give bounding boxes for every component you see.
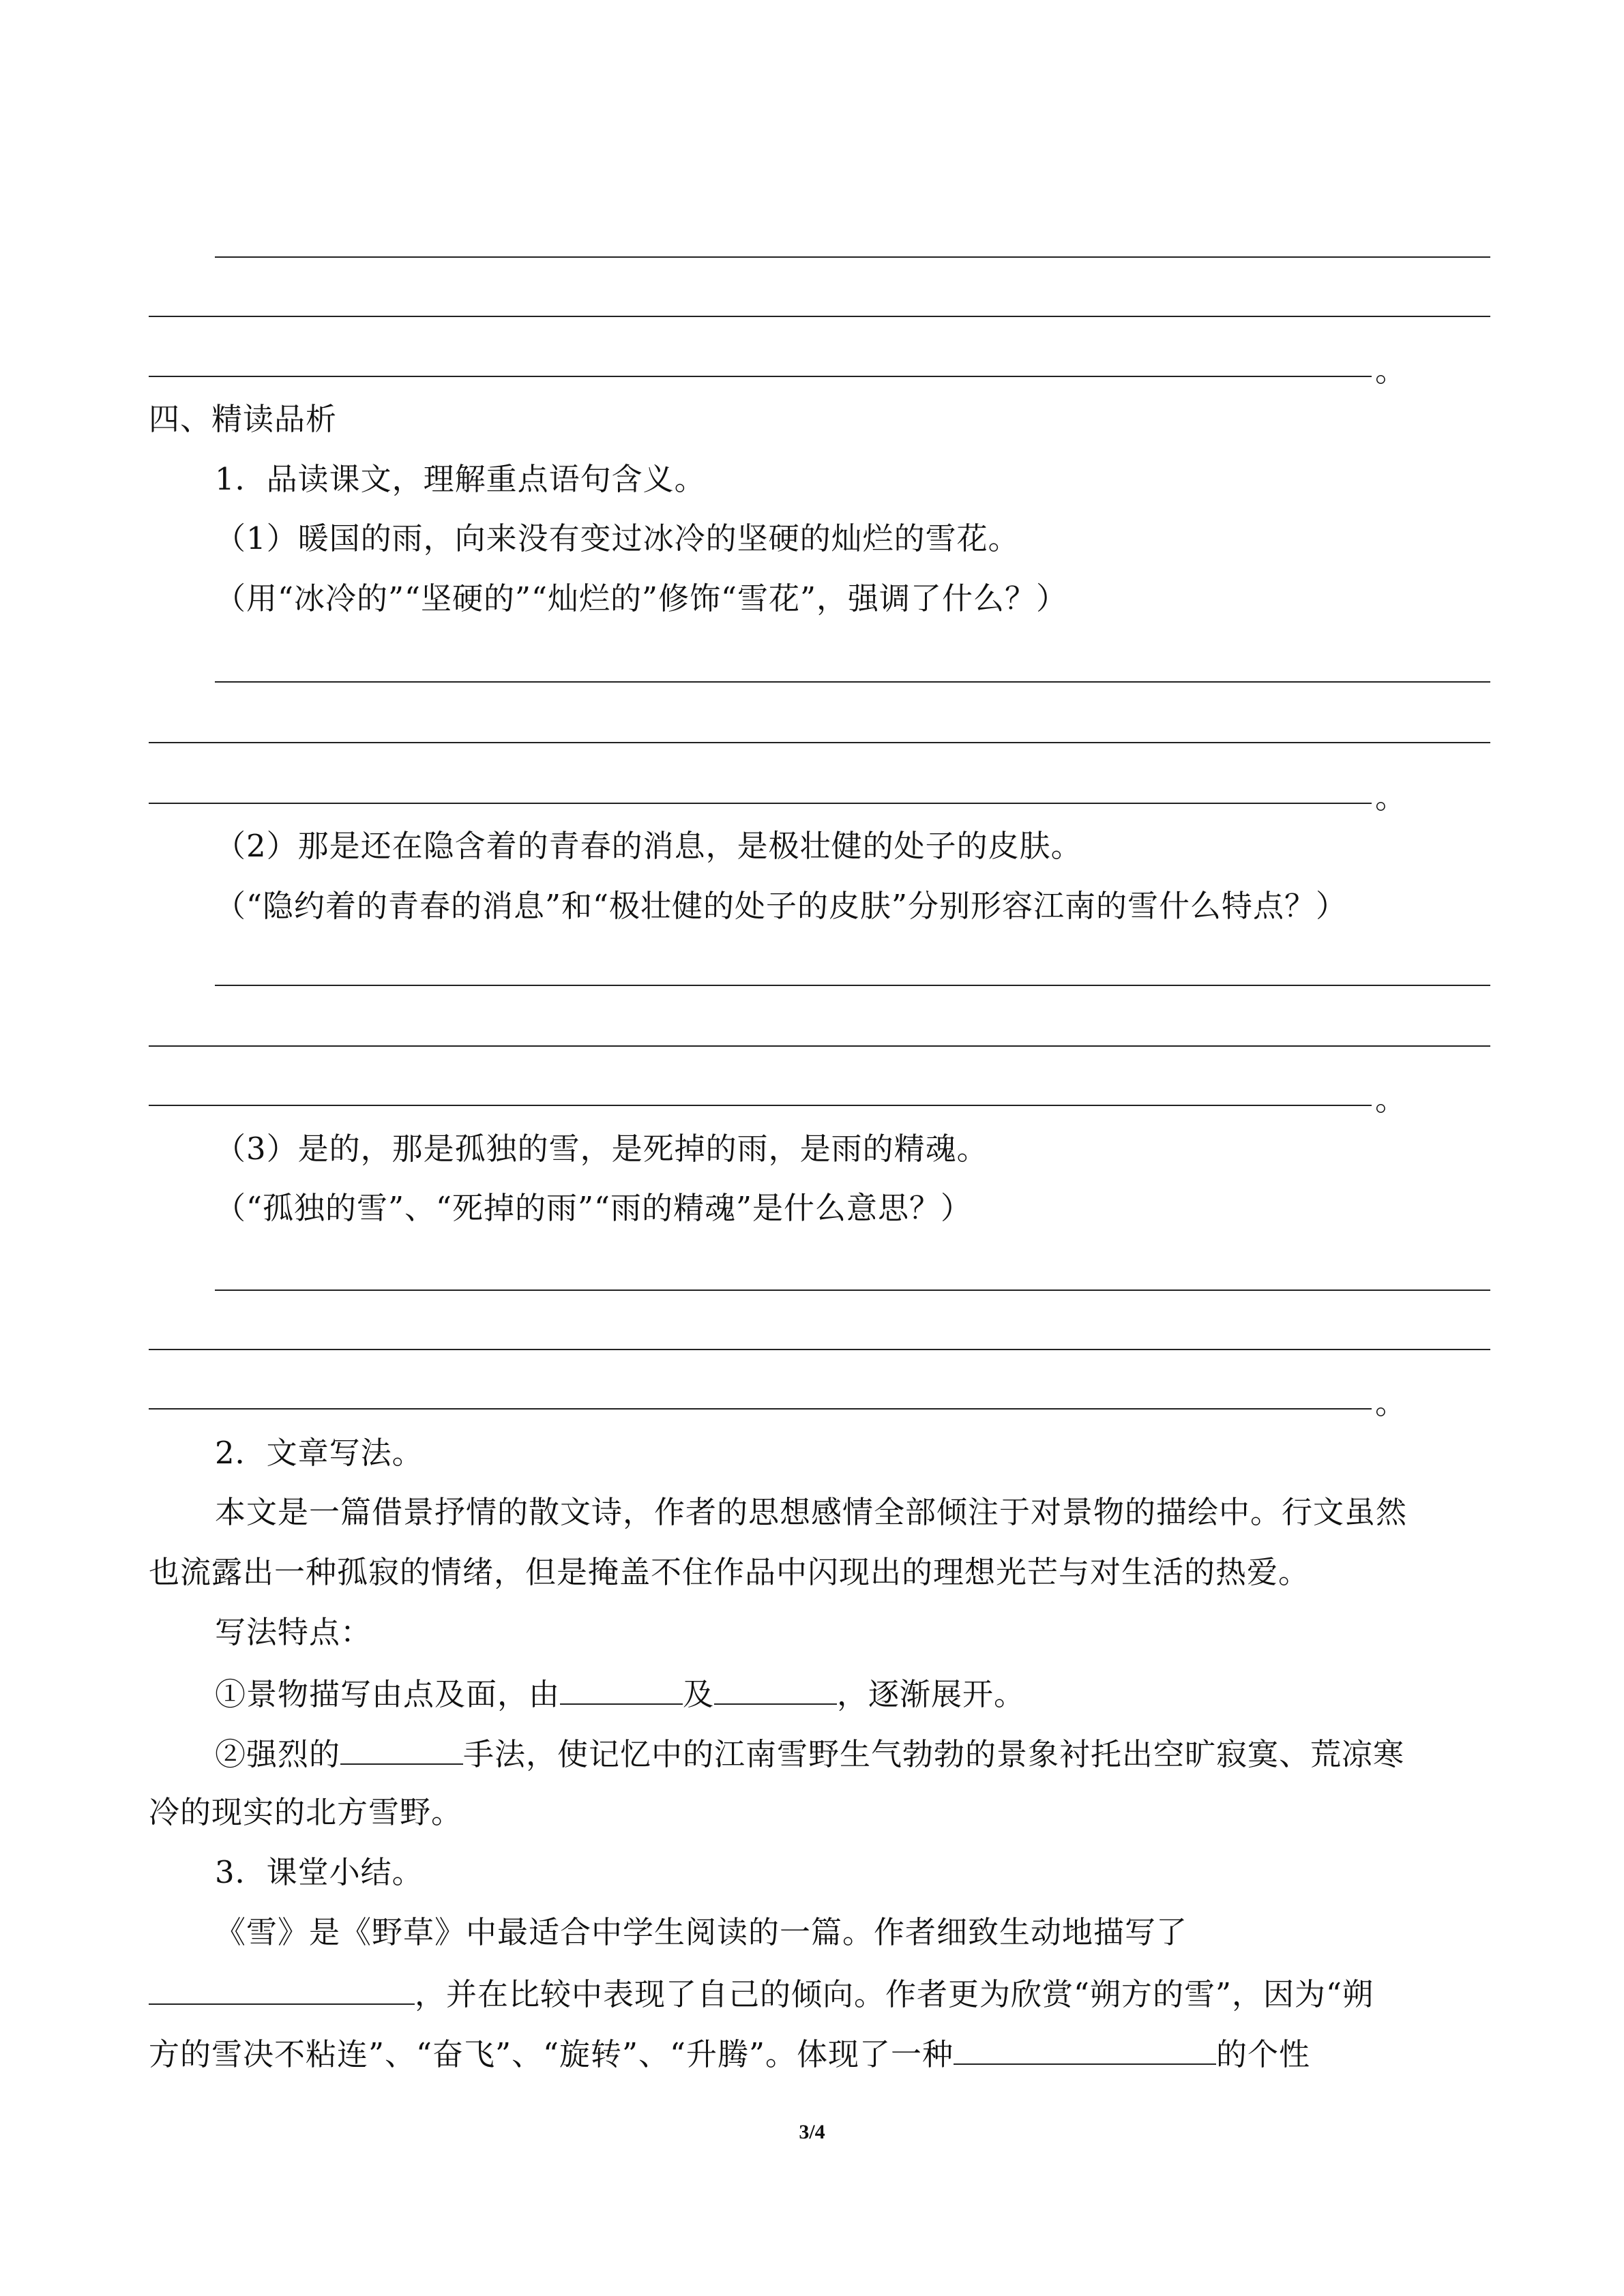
period-mark: 。: [1375, 352, 1406, 389]
fill-blank[interactable]: [714, 1672, 837, 1705]
feature-item-1-text: 及: [683, 1676, 715, 1712]
fill-blank[interactable]: [954, 2032, 1216, 2065]
period-mark: 。: [1375, 1384, 1406, 1421]
section-title: 四、精读品析: [149, 401, 338, 437]
summary-line: [149, 1972, 1374, 2015]
question-1-2-sentence: （2）那是还在隐含着的青春的消息，是极壮健的处子的皮肤。: [215, 828, 1082, 864]
question-1-3-sentence: （3）是的，那是孤独的雪，是死掉的雨，是雨的精魂。: [215, 1131, 988, 1167]
answer-line[interactable]: [149, 1408, 1372, 1410]
feature-item-1-text: ①景物描写由点及面，由: [215, 1676, 561, 1712]
answer-line[interactable]: [149, 742, 1490, 743]
feature-item-2-text: ②强烈的: [215, 1736, 341, 1772]
paragraph-line: 本文是一篇借景抒情的散文诗，作者的思想感情全部倾注于对景物的描绘中。行文虽然: [215, 1494, 1408, 1530]
page-number: 3/4: [799, 2121, 825, 2143]
answer-line[interactable]: [149, 1105, 1372, 1106]
answer-line[interactable]: [149, 376, 1372, 377]
summary-text: ，并在比较中表现了自己的倾向。作者更为欣赏“朔方的雪”，因为“朔: [415, 1976, 1374, 2012]
answer-line[interactable]: [149, 1349, 1490, 1350]
features-label: 写法特点：: [215, 1614, 372, 1650]
paragraph-line: 也流露出一种孤寂的情绪，但是掩盖不住作品中闪现出的理想光芒与对生活的热爱。: [149, 1554, 1310, 1590]
period-mark: 。: [1375, 1081, 1406, 1118]
answer-line[interactable]: [149, 1045, 1490, 1047]
summary-line: [149, 2032, 1310, 2075]
question-3-title: 3．课堂小结。: [215, 1854, 424, 1890]
answer-line[interactable]: [215, 681, 1490, 683]
answer-line[interactable]: [215, 985, 1490, 986]
answer-line[interactable]: [215, 1289, 1490, 1291]
feature-item-2: [215, 1732, 1404, 1775]
summary-text: 的个性: [1216, 2036, 1311, 2072]
answer-line[interactable]: [215, 256, 1490, 258]
fill-blank[interactable]: [340, 1732, 463, 1765]
question-2-title: 2．文章写法。: [215, 1435, 424, 1471]
feature-item-1: [215, 1672, 1025, 1715]
fill-blank[interactable]: [560, 1672, 683, 1705]
feature-item-2-text: 手法，使记忆中的江南雪野生气勃勃的景象衬托出空旷寂寞、荒凉寒: [463, 1736, 1405, 1772]
question-1-3-prompt: （“孤独的雪”、“死掉的雨”“雨的精魂”是什么意思？）: [215, 1190, 973, 1226]
answer-line[interactable]: [149, 803, 1372, 804]
fill-blank[interactable]: [149, 1972, 415, 2005]
period-mark: 。: [1375, 779, 1406, 816]
feature-item-2-continued: 冷的现实的北方雪野。: [149, 1794, 463, 1830]
answer-line[interactable]: [149, 316, 1490, 317]
question-1-1-prompt: （用“冰冷的”“坚硬的”“灿烂的”修饰“雪花”，强调了什么？）: [215, 580, 1068, 616]
question-1-1-sentence: （1）暖国的雨，向来没有变过冰冷的坚硬的灿烂的雪花。: [215, 520, 1020, 556]
summary-line: 《雪》是《野草》中最适合中学生阅读的一篇。作者细致生动地描写了: [215, 1914, 1188, 1950]
question-1-title: 1．品读课文，理解重点语句含义。: [215, 461, 706, 497]
feature-item-1-text: ，逐渐展开。: [837, 1676, 1026, 1712]
summary-text: 方的雪决不粘连”、“奋飞”、“旋转”、“升腾”。体现了一种: [149, 2036, 954, 2072]
question-1-2-prompt: （“隐约着的青春的消息”和“极壮健的处子的皮肤”分别形容江南的雪什么特点？）: [215, 888, 1348, 924]
